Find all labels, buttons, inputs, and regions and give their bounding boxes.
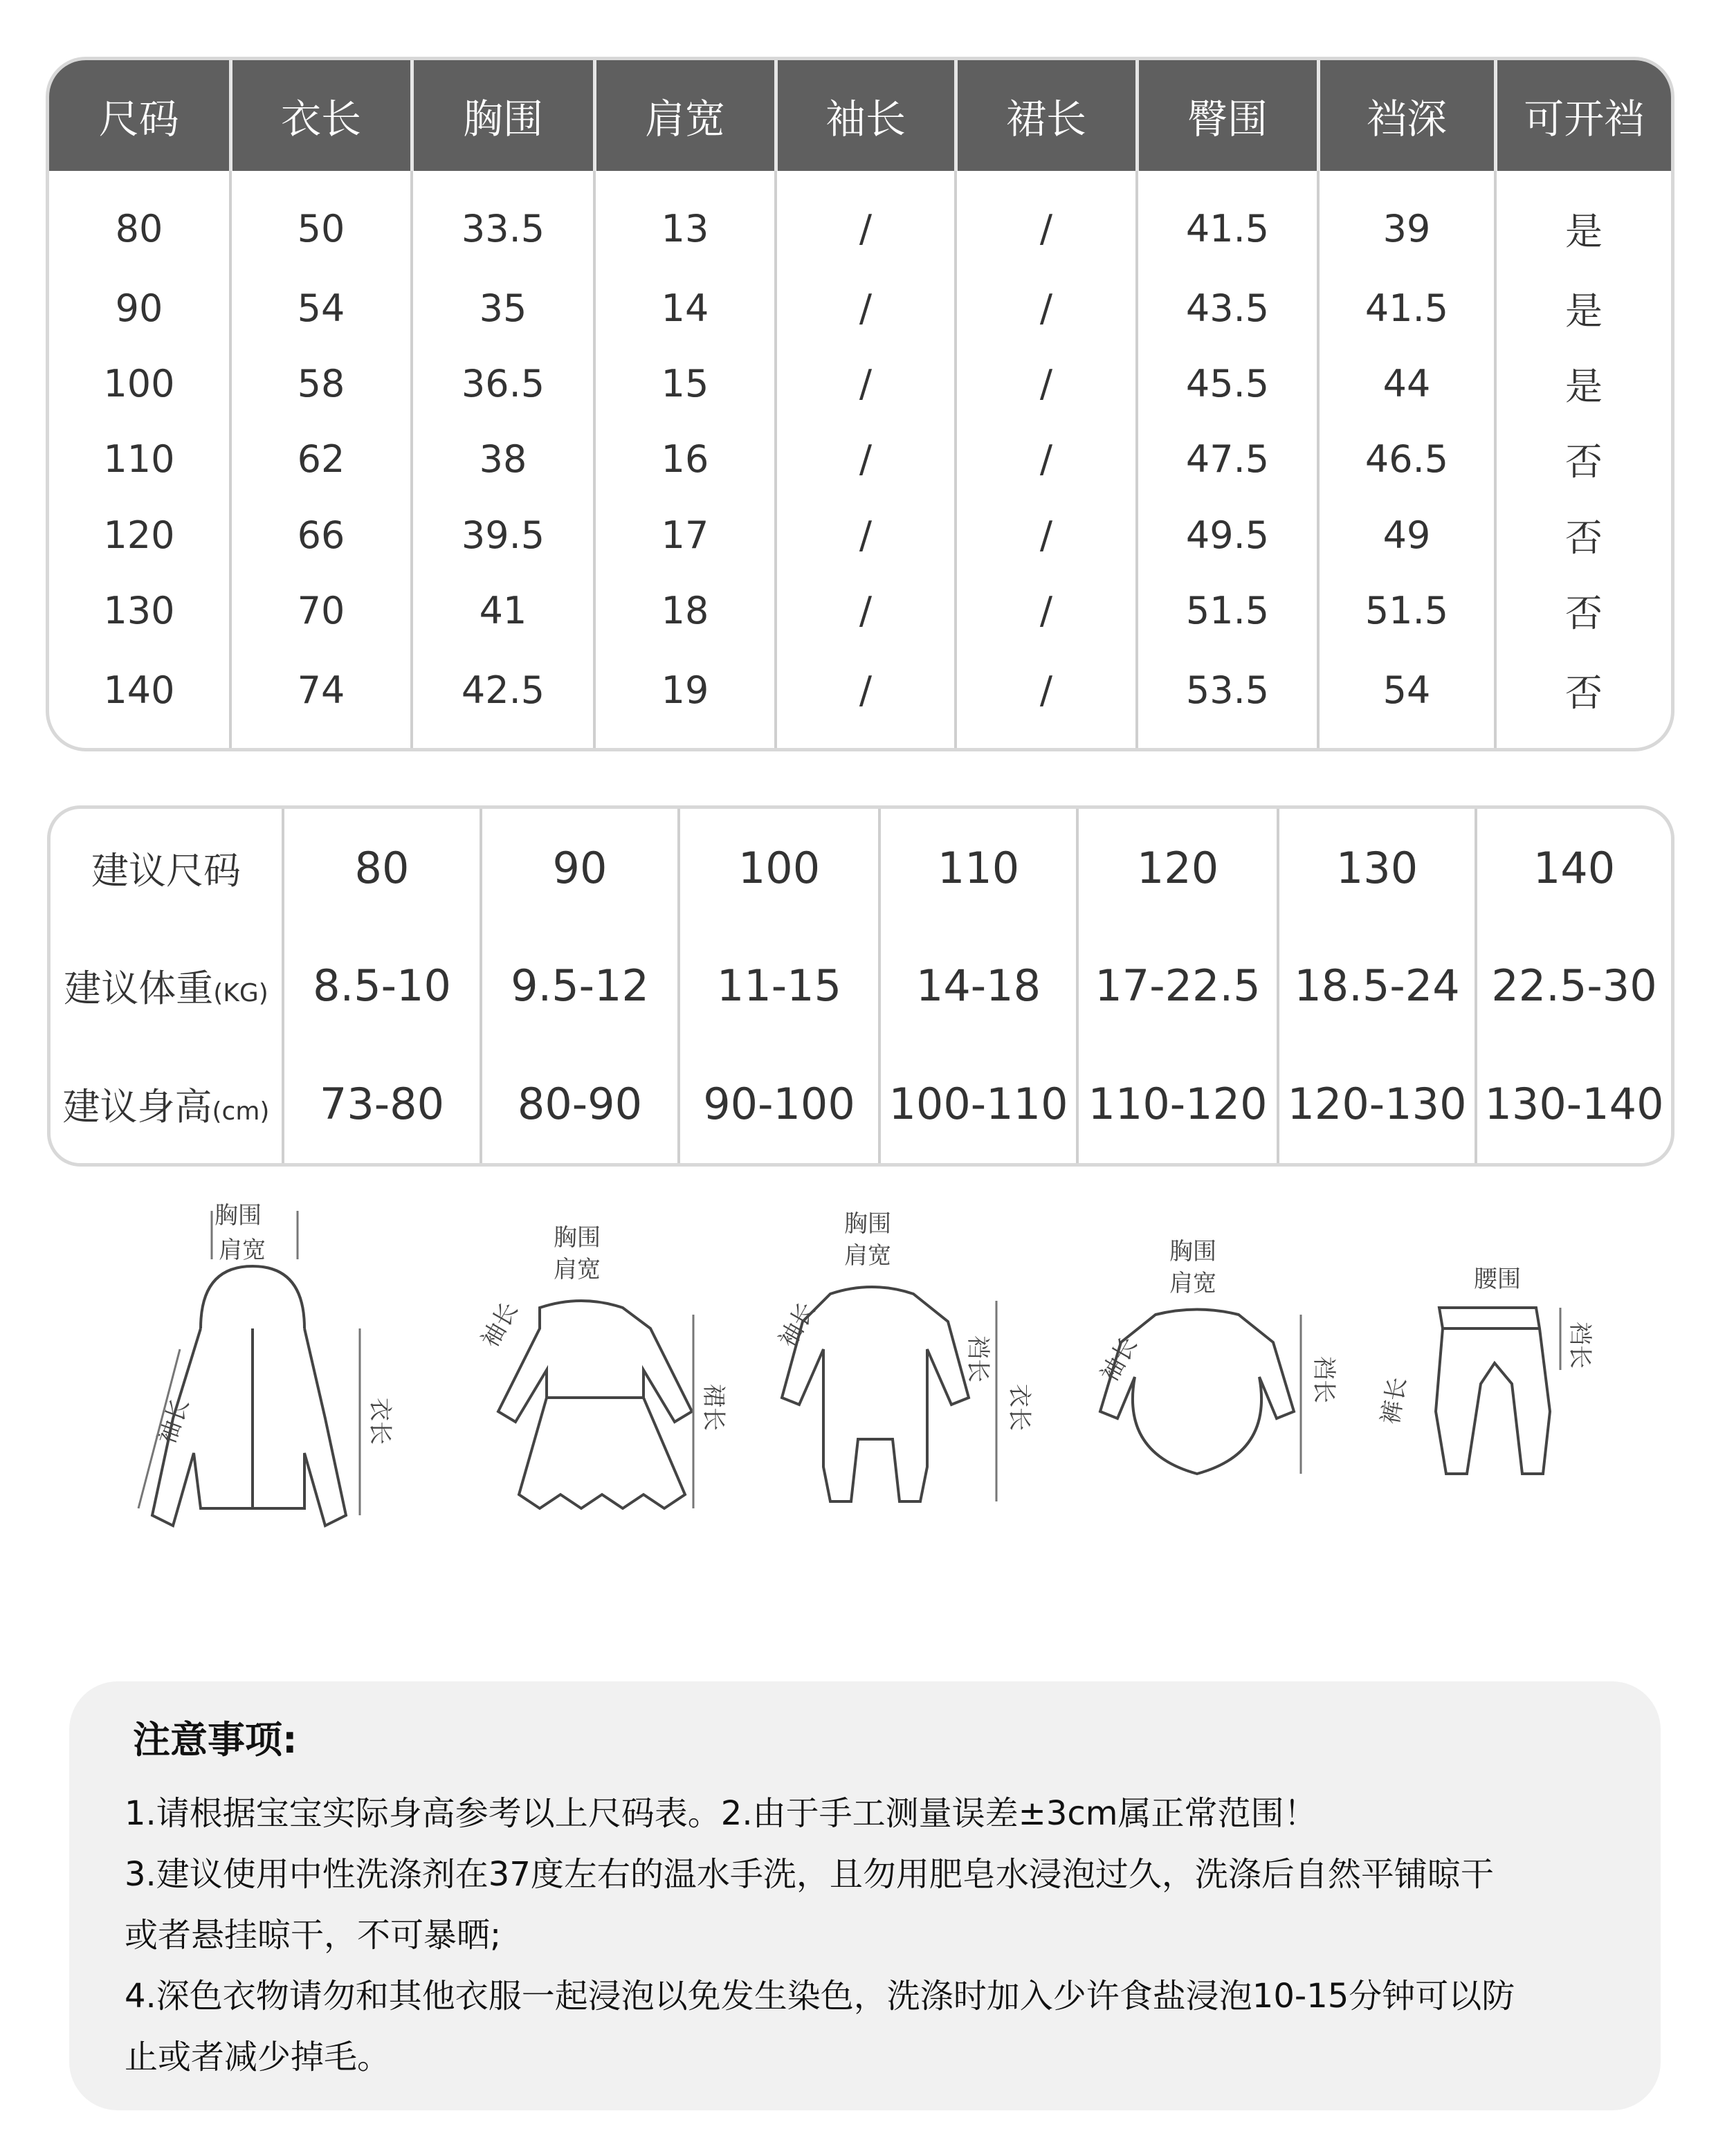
size-table-cell: 13 bbox=[594, 171, 776, 270]
header-hip: 臀围 bbox=[1137, 60, 1318, 171]
size-table-cell: 是 bbox=[1565, 365, 1603, 409]
jacket-shoulder-label: 肩宽 bbox=[219, 1236, 266, 1264]
recommendation-cell: 80 bbox=[283, 809, 481, 927]
recommendation-table bbox=[47, 805, 1674, 1167]
size-table-cell: / bbox=[956, 648, 1137, 748]
size-table-cell: 54 bbox=[230, 270, 412, 345]
size-table-cell: 54 bbox=[1318, 648, 1495, 748]
size-table-cell: 140 bbox=[49, 648, 230, 748]
size-table-row bbox=[49, 497, 1671, 573]
size-table-cell: 49.5 bbox=[1137, 497, 1318, 573]
size-table-cell: 42.5 bbox=[412, 648, 594, 748]
recommendation-cell: 100-110 bbox=[879, 1045, 1077, 1163]
size-table-cell: 19 bbox=[594, 648, 776, 748]
pants-length-label: 裤长 bbox=[1376, 1375, 1412, 1427]
size-table-cell: / bbox=[776, 573, 956, 648]
recommendation-cell: 130-140 bbox=[1484, 1079, 1664, 1130]
height-unit: (cm) bbox=[212, 1097, 270, 1126]
size-table-row bbox=[49, 346, 1671, 421]
size-table-cell: 是 bbox=[1565, 210, 1603, 254]
dress-skirt-label: 裙长 bbox=[700, 1384, 727, 1431]
jacket-diagram bbox=[138, 1202, 394, 1526]
size-table-row bbox=[49, 270, 1671, 345]
pants-crotch-label: 裆长 bbox=[1566, 1322, 1594, 1369]
size-table-cell: 66 bbox=[230, 497, 412, 573]
header-size: 尺码 bbox=[49, 60, 230, 171]
size-table-cell: 110 bbox=[49, 421, 230, 497]
size-table-cell: / bbox=[776, 648, 956, 748]
size-table-cell: 62 bbox=[230, 421, 412, 497]
recommendation-cell: 120 bbox=[1077, 809, 1278, 927]
header-shoulder: 肩宽 bbox=[594, 60, 776, 171]
size-table-cell: 43.5 bbox=[1137, 270, 1318, 345]
notes-line: 止或者减少掉毛。 bbox=[125, 2038, 391, 2076]
size-table-cell: / bbox=[776, 497, 956, 573]
size-table-cell: 17 bbox=[594, 497, 776, 573]
size-table-cell: 否 bbox=[1565, 515, 1603, 560]
size-table-cell: 49 bbox=[1318, 497, 1495, 573]
size-table-cell: 35 bbox=[412, 270, 594, 345]
bodysuit-sleeve-label: 袖长 bbox=[1095, 1332, 1143, 1387]
size-table-cell: 16 bbox=[594, 421, 776, 497]
measurement-diagrams bbox=[97, 1190, 1619, 1550]
size-table-row bbox=[49, 171, 1671, 270]
recommendation-cell: 8.5-10 bbox=[283, 927, 481, 1045]
size-table-cell: 53.5 bbox=[1137, 648, 1318, 748]
size-table-cell: 50 bbox=[230, 171, 412, 270]
notes-line: 或者悬挂晾干，不可暴晒; bbox=[125, 1916, 502, 1955]
romper-diagram bbox=[774, 1210, 1033, 1501]
recommendation-cell: 120-130 bbox=[1278, 1045, 1476, 1163]
recommendation-cell: 80-90 bbox=[481, 1045, 679, 1163]
size-table-cell: / bbox=[776, 171, 956, 270]
recommendation-cell: 90-100 bbox=[679, 1045, 879, 1163]
size-table-cell: 是 bbox=[1565, 289, 1603, 333]
header-sleeve: 袖长 bbox=[776, 60, 956, 171]
size-table-cell: 33.5 bbox=[412, 171, 594, 270]
size-table-cell: 120 bbox=[49, 497, 230, 573]
recommended-height-row bbox=[51, 1045, 1671, 1163]
pants-diagram bbox=[1376, 1266, 1594, 1474]
size-table-cell: 70 bbox=[230, 573, 412, 648]
jacket-chest-label: 胸围 bbox=[214, 1202, 262, 1230]
jacket-sleeve-label: 袖长 bbox=[152, 1394, 195, 1449]
size-table-cell: 18 bbox=[594, 573, 776, 648]
pants-waist-label: 腰围 bbox=[1474, 1266, 1521, 1293]
size-table-cell: / bbox=[956, 346, 1137, 421]
size-table-cell: 51.5 bbox=[1318, 573, 1495, 648]
dress-diagram bbox=[476, 1224, 727, 1508]
header-length: 衣长 bbox=[230, 60, 412, 171]
recommendation-cell: 100 bbox=[679, 809, 879, 927]
size-table-cell: / bbox=[956, 497, 1137, 573]
recommended-weight-row bbox=[51, 927, 1671, 1045]
size-table-cell: 39.5 bbox=[412, 497, 594, 573]
recommended-size-row bbox=[51, 809, 1671, 927]
notes-line: 3.建议使用中性洗涤剂在37度左右的温水手洗，且勿用肥皂水浸泡过久，洗涤后自然平铺晾干 bbox=[125, 1855, 1494, 1894]
size-table-cell: 100 bbox=[49, 346, 230, 421]
size-table-cell: / bbox=[776, 270, 956, 345]
size-table-cell: 44 bbox=[1318, 346, 1495, 421]
notes-title: 注意事项: bbox=[133, 1718, 298, 1762]
recommendation-cell: 130 bbox=[1278, 809, 1476, 927]
notes-line: 4.深色衣物请勿和其他衣服一起浸泡以免发生染色，洗涤时加入少许食盐浸泡10-15分钟可以防 bbox=[125, 1977, 1515, 2016]
weight-unit: (KG) bbox=[213, 979, 268, 1008]
romper-crotch-label: 裆长 bbox=[964, 1335, 992, 1382]
size-table-cell: 38 bbox=[412, 421, 594, 497]
size-table-cell: / bbox=[776, 346, 956, 421]
size-table-cell: 58 bbox=[230, 346, 412, 421]
size-table-cell: 41.5 bbox=[1137, 171, 1318, 270]
size-table-header-row bbox=[49, 60, 1671, 171]
recommendation-cell: 73-80 bbox=[283, 1045, 481, 1163]
recommendation-cell: 18.5-24 bbox=[1278, 927, 1476, 1045]
jacket-length-label: 衣长 bbox=[366, 1398, 394, 1445]
size-table-row bbox=[49, 573, 1671, 648]
size-table-cell: 41.5 bbox=[1318, 270, 1495, 345]
recommendation-cell: 14-18 bbox=[879, 927, 1077, 1045]
recommended-height-label: 建议身高(cm) bbox=[51, 1045, 283, 1163]
size-table-cell: 否 bbox=[1565, 592, 1603, 636]
care-notes bbox=[69, 1681, 1661, 2110]
size-table-cell: / bbox=[776, 421, 956, 497]
size-table-cell: 15 bbox=[594, 346, 776, 421]
romper-length-label: 衣长 bbox=[1005, 1384, 1033, 1431]
size-table-row bbox=[49, 648, 1671, 748]
size-table-cell: 47.5 bbox=[1137, 421, 1318, 497]
size-table-cell: 80 bbox=[49, 171, 230, 270]
romper-chest-label: 胸围 bbox=[844, 1210, 891, 1238]
header-chest: 胸围 bbox=[412, 60, 594, 171]
notes-line: 1.请根据宝宝实际身高参考以上尺码表。2.由于手工测量误差±3cm属正常范围！ bbox=[125, 1794, 1317, 1833]
size-table-cell: 130 bbox=[49, 573, 230, 648]
size-table-cell: 否 bbox=[1565, 670, 1603, 715]
size-table-cell: / bbox=[956, 573, 1137, 648]
size-table-row bbox=[49, 421, 1671, 497]
recommended-size-label: 建议尺码 bbox=[51, 809, 283, 927]
recommended-weight-label: 建议体重(KG) bbox=[51, 927, 283, 1045]
size-table-cell: 90 bbox=[49, 270, 230, 345]
bodysuit-diagram bbox=[1095, 1238, 1338, 1474]
size-table-cell: 51.5 bbox=[1137, 573, 1318, 648]
romper-shoulder-label: 肩宽 bbox=[844, 1242, 891, 1270]
header-skirt: 裙长 bbox=[956, 60, 1137, 171]
size-table-cell: 41 bbox=[412, 573, 594, 648]
size-table-cell: / bbox=[956, 421, 1137, 497]
size-table bbox=[46, 57, 1674, 751]
recommendation-cell: 11-15 bbox=[679, 927, 879, 1045]
size-table-cell: 14 bbox=[594, 270, 776, 345]
recommendation-cell: 140 bbox=[1533, 842, 1616, 893]
recommendation-cell: 110-120 bbox=[1077, 1045, 1278, 1163]
size-table-cell: 45.5 bbox=[1137, 346, 1318, 421]
size-table-cell: 46.5 bbox=[1318, 421, 1495, 497]
bodysuit-crotch-label: 裆长 bbox=[1310, 1356, 1338, 1403]
dress-chest-label: 胸围 bbox=[554, 1224, 601, 1252]
recommendation-cell: 110 bbox=[879, 809, 1077, 927]
size-table-cell: / bbox=[956, 270, 1137, 345]
bodysuit-shoulder-label: 肩宽 bbox=[1169, 1270, 1216, 1297]
header-crotch-depth: 裆深 bbox=[1318, 60, 1495, 171]
size-table-cell: 36.5 bbox=[412, 346, 594, 421]
dress-shoulder-label: 肩宽 bbox=[554, 1256, 601, 1283]
recommendation-cell: 17-22.5 bbox=[1077, 927, 1278, 1045]
recommendation-cell: 9.5-12 bbox=[481, 927, 679, 1045]
recommendation-cell: 90 bbox=[481, 809, 679, 927]
dress-sleeve-label: 袖长 bbox=[476, 1297, 524, 1353]
bodysuit-chest-label: 胸围 bbox=[1169, 1238, 1216, 1266]
recommendation-cell: 22.5-30 bbox=[1491, 960, 1657, 1012]
romper-sleeve-label: 袖长 bbox=[774, 1297, 821, 1353]
size-table-cell: / bbox=[956, 171, 1137, 270]
size-table-cell: 74 bbox=[230, 648, 412, 748]
size-table-cell: 39 bbox=[1318, 171, 1495, 270]
size-table-cell: 否 bbox=[1565, 440, 1603, 484]
header-open-crotch: 可开裆 bbox=[1495, 60, 1671, 171]
